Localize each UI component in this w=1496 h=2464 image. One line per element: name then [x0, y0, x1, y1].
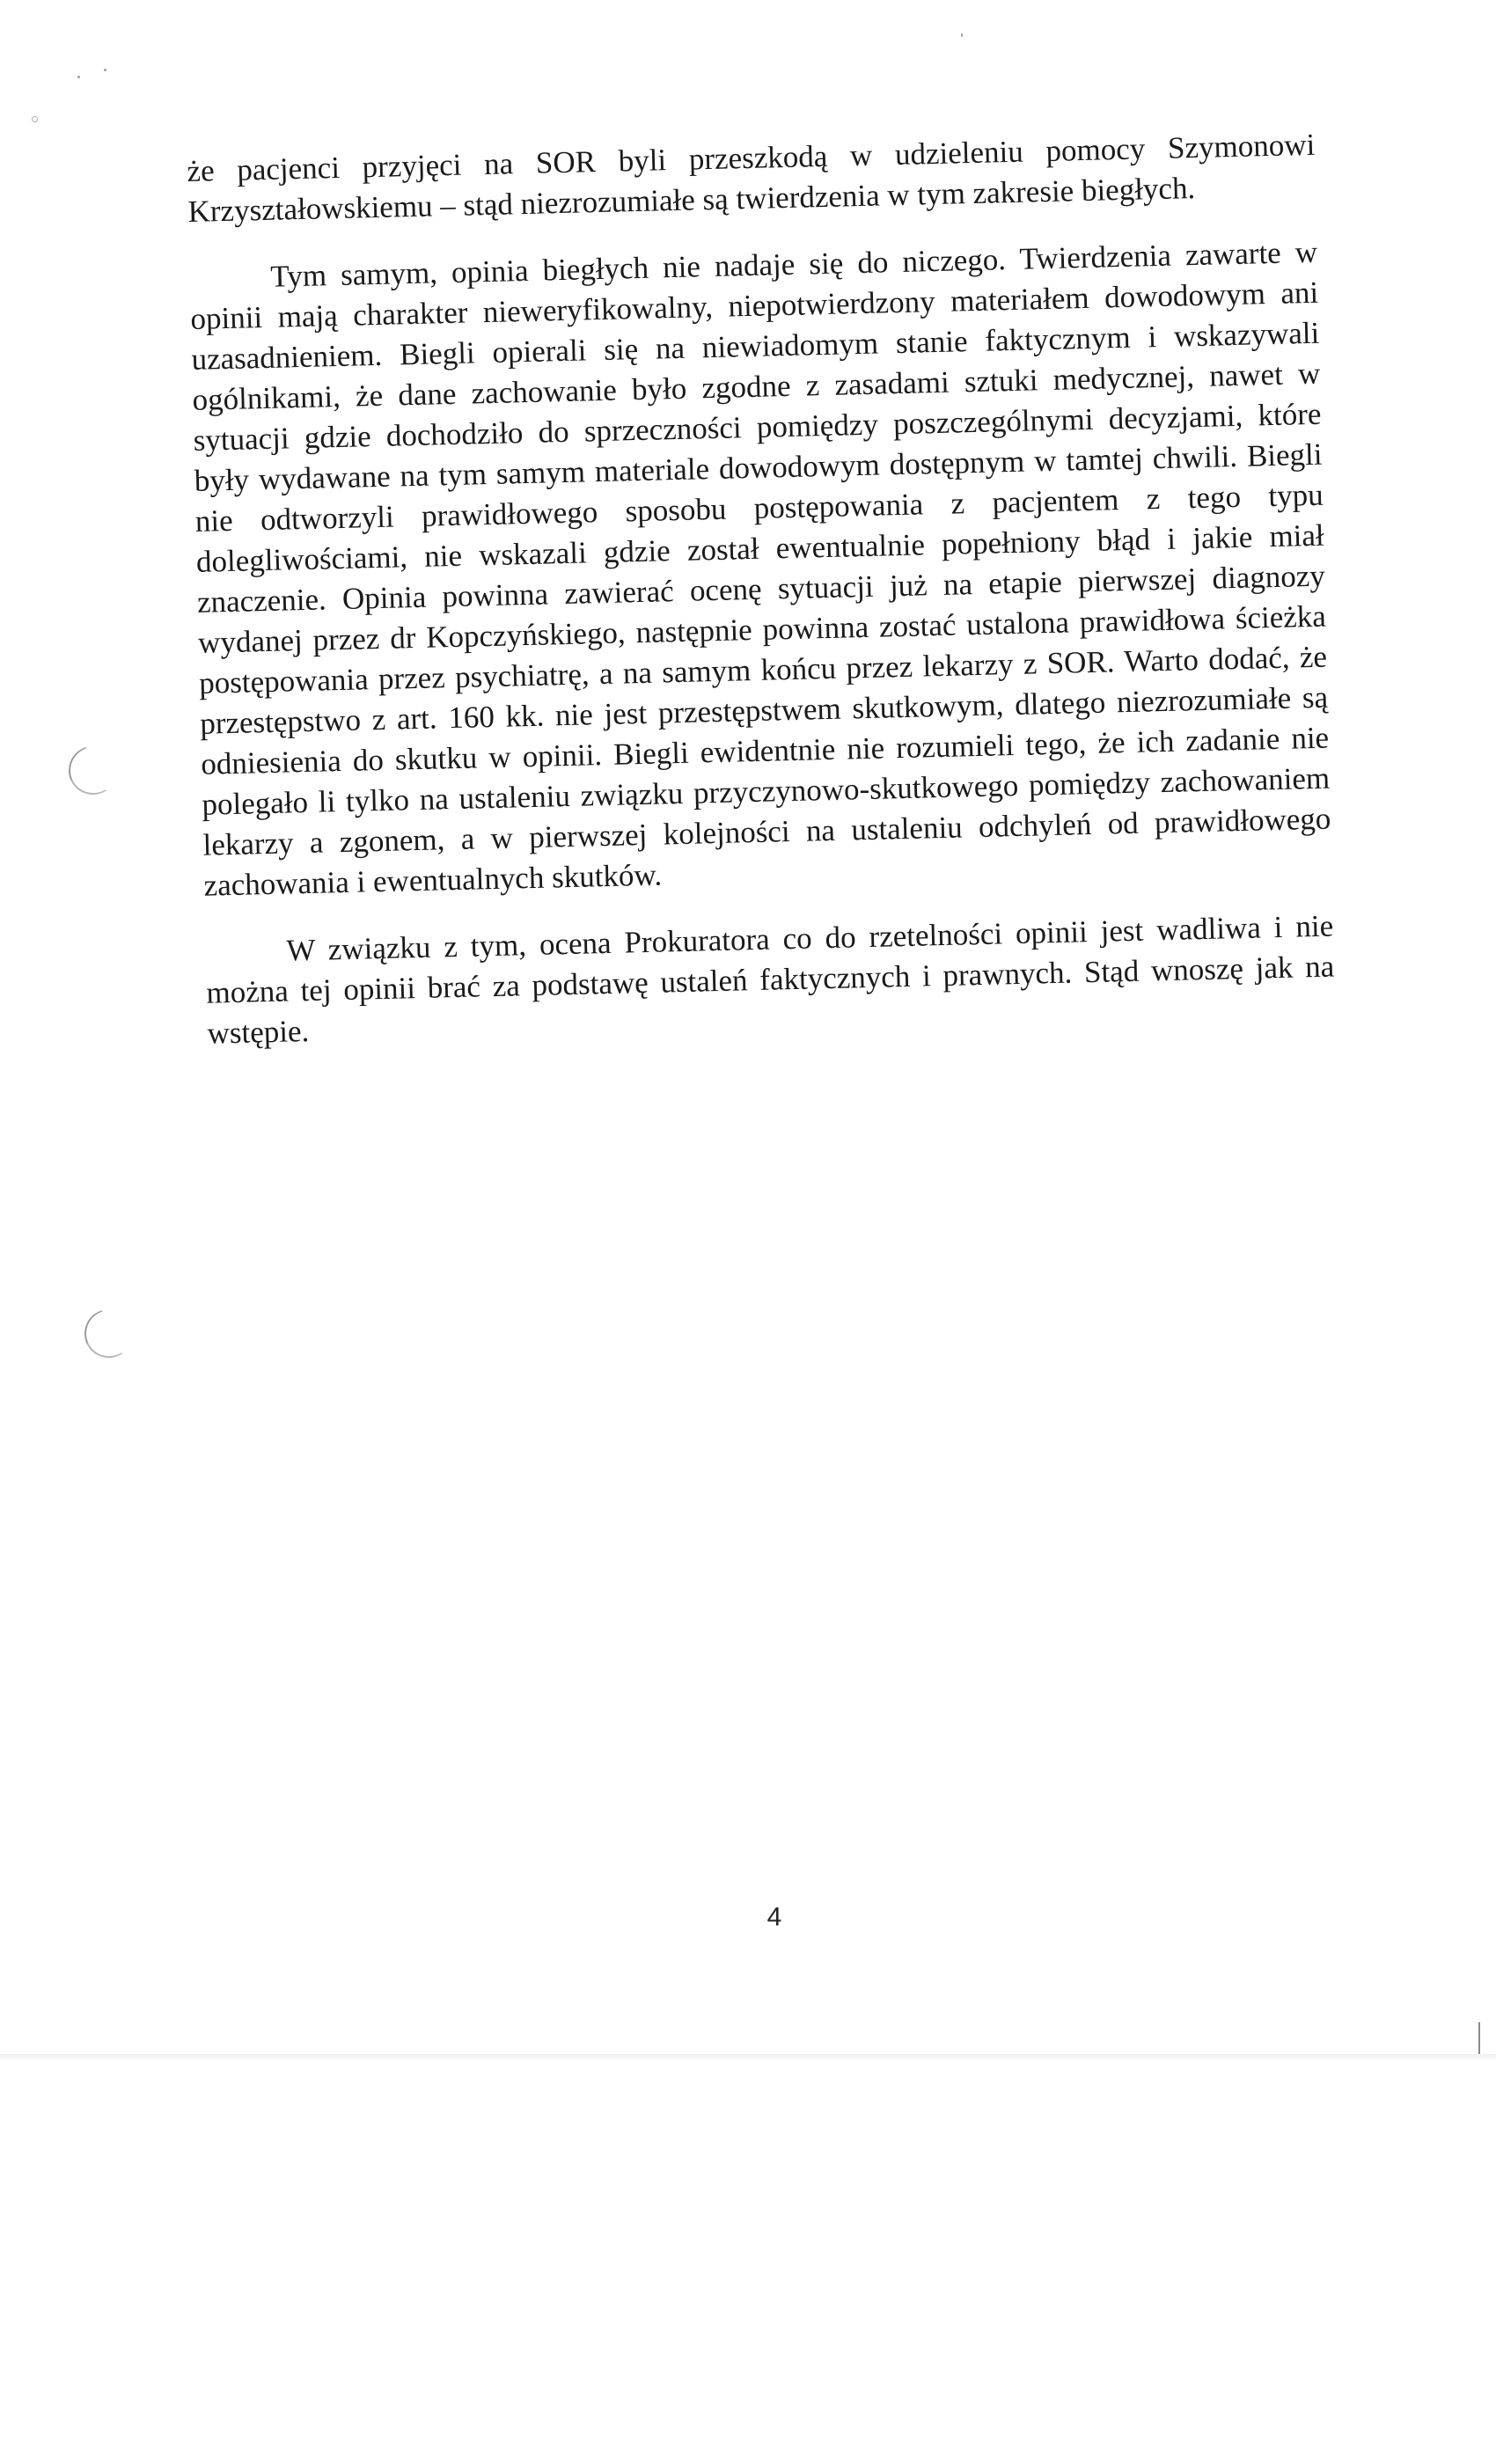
punch-hole-mark	[62, 739, 123, 801]
scan-speck	[77, 76, 80, 78]
punch-hole-mark	[77, 1302, 139, 1364]
paragraph-conclusion: W związku z tym, ocena Prokuratora co do rzetelności opinii jest wadliwa i nie można tej opinii brać za podstawę ustaleń faktycznych i prawnych. Stąd wnoszę jak na wstępie.	[206, 908, 1335, 1051]
scan-edge-mark	[1478, 2022, 1480, 2056]
paragraph-expert-opinion-critique: Tym samym, opinia biegłych nie nadaje się do niczego. Twierdzenia zawarte w opinii mają charakter nieweryfikowalny, niepotwierdzony materiałem dowodowym ani uzasadnieniem. Biegli opierali się na niewiadomym stanie faktycznym i wskazywali ogólnikami, że dane zachowanie było zgodne z zasadami sztuki medycznej, nawet w sytuacji gdzie dochodziło do sprzeczności pomiędzy poszczególnymi decyzjami, które były wydawane na tym samym materiale dowodowym dostępnym w tamtej chwili. Biegli nie odtworzyli prawidłowego sposobu postępowania z pacjentem z tego typu dolegliwościami, nie wskazali gdzie został ewentualnie popełniony błąd i jakie miał znaczenie. Opinia powinna zawierać ocenę sytuacji już na etapie pierwszej diagnozy wydanej przez dr Kopczyńskiego, następnie powinna zostać ustalona prawidłowa ścieżka postępowania przez psychiatrę, a na samym końcu przez lekarzy z SOR. Warto dodać, że przestępstwo z art. 160 kk. nie jest przestępstwem skutkowym, dlatego niezrozumiałe są odniesienia do skutku w opinii. Biegli ewidentnie nie rozumieli tego, że ich zadanie nie polegało li tylko na ustaleniu związku przyczynowo-skutkowego pomiędzy zachowaniem lekarzy a zgonem, a w pierwszej kolejności na ustaleniu odchyleń od prawidłowego zachowania i ewentualnych skutków.	[190, 234, 1331, 903]
scan-speck	[961, 33, 963, 37]
paragraph-continuation: że pacjenci przyjęci na SOR byli przeszkodą w udzieleniu pomocy Szymonowi Krzyształowskiemu – stąd niezrozumiałe są twierdzenia w tym zakresie biegłych.	[187, 127, 1316, 229]
scan-speck	[104, 69, 106, 71]
document-body	[187, 125, 1337, 1081]
page-number: 4	[766, 1903, 782, 1932]
scan-bottom-edge	[0, 2054, 1496, 2061]
scan-speck	[32, 116, 38, 122]
